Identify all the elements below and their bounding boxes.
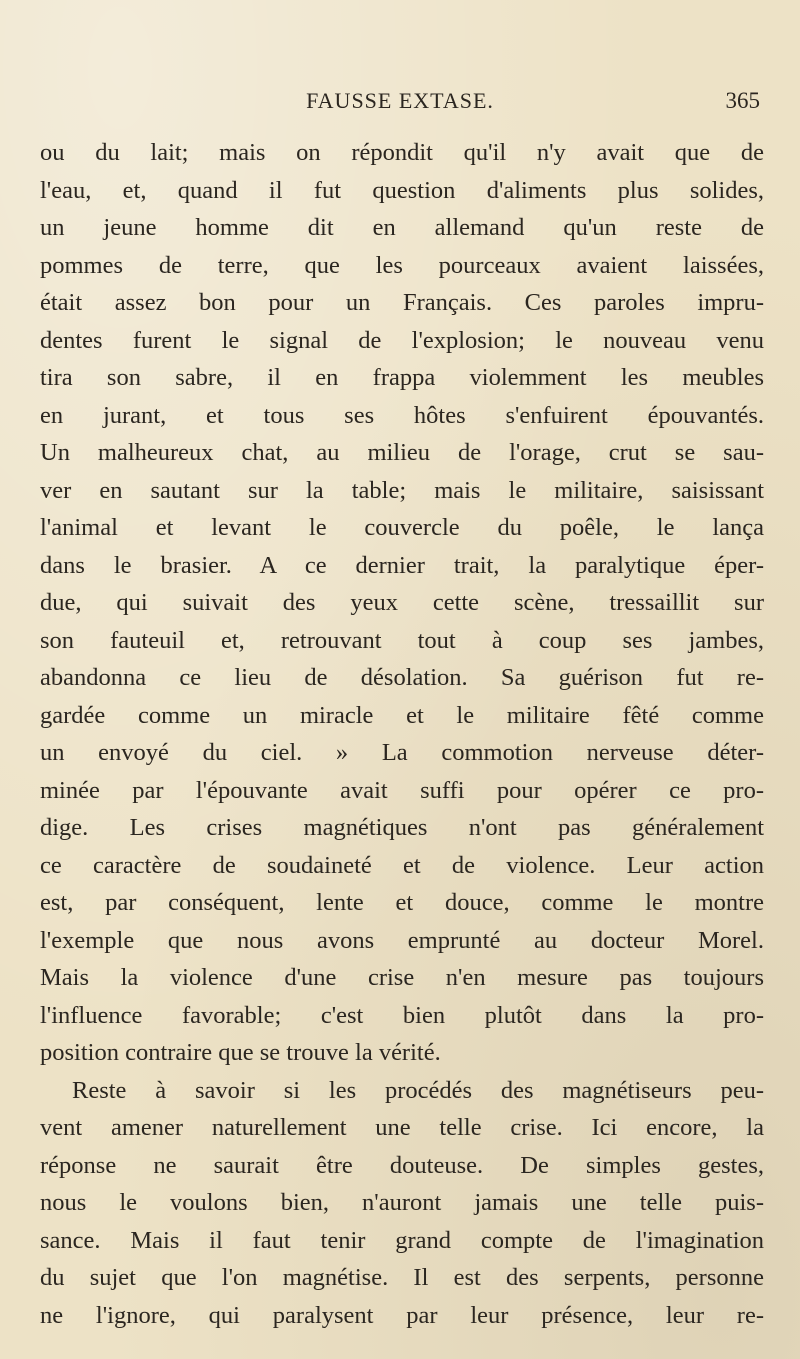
text-line: dans le brasier. A ce dernier trait, la paralytique éper- bbox=[40, 551, 764, 579]
text-line: dentes furent le signal de l'explosion; le nouveau venu bbox=[40, 326, 764, 354]
text-line: position contraire que se trouve la vérité. bbox=[40, 1039, 441, 1066]
text-line: était assez bon pour un Français. Ces paroles impru- bbox=[40, 289, 764, 316]
text-line: l'eau, et, quand il fut question d'aliments plus solides, bbox=[40, 176, 764, 204]
text-line: abandonna ce lieu de désolation. Sa guérison fut re- bbox=[40, 664, 764, 691]
text-line: est, par conséquent, lente et douce, comme le montre bbox=[40, 889, 764, 916]
text-line: un jeune homme dit en allemand qu'un reste de bbox=[40, 214, 764, 241]
text-line: ou du lait; mais on répondit qu'il n'y avait que de bbox=[40, 139, 764, 166]
text-line: dige. Les crises magnétiques n'ont pas généralement bbox=[40, 814, 764, 841]
text-line: tira son sabre, il en frappa violemment les meubles bbox=[40, 364, 764, 391]
text-line: pommes de terre, que les pourceaux avaient laissées, bbox=[40, 251, 764, 279]
text-line: ce caractère de soudaineté et de violence. Leur action bbox=[40, 851, 764, 879]
text-line: l'influence favorable; c'est bien plutôt dans la pro- bbox=[40, 1001, 764, 1029]
text-line: du sujet que l'on magnétise. Il est des serpents, personne bbox=[40, 1264, 764, 1291]
text-line: un envoyé du ciel. » La commotion nerveuse déter- bbox=[40, 739, 764, 766]
text-line: due, qui suivait des yeux cette scène, tressaillit sur bbox=[40, 589, 764, 616]
text-line: l'animal et levant le couvercle du poêle, le lança bbox=[40, 514, 764, 541]
text-line: l'exemple que nous avons emprunté au docteur Morel. bbox=[40, 926, 764, 954]
running-head bbox=[40, 88, 760, 118]
text-line: son fauteuil et, retrouvant tout à coup ses jambes, bbox=[40, 626, 764, 654]
text-line: Reste à savoir si les procédés des magnétiseurs peu- bbox=[72, 1076, 764, 1104]
text-line: ne l'ignore, qui paralysent par leur présence, leur re- bbox=[40, 1301, 764, 1329]
text-line: Mais la violence d'une crise n'en mesure pas toujours bbox=[40, 964, 764, 991]
text-line: nous le voulons bien, n'auront jamais une telle puis- bbox=[40, 1189, 764, 1216]
text-line: sance. Mais il faut tenir grand compte de l'imagination bbox=[40, 1226, 764, 1254]
text-line: vent amener naturellement une telle crise. Ici encore, la bbox=[40, 1114, 764, 1141]
text-line: Un malheureux chat, au milieu de l'orage, crut se sau- bbox=[40, 439, 764, 466]
text-line: gardée comme un miracle et le militaire fêté comme bbox=[40, 701, 764, 729]
text-line: ver en sautant sur la table; mais le militaire, saisissant bbox=[40, 476, 764, 504]
text-line: en jurant, et tous ses hôtes s'enfuirent épouvantés. bbox=[40, 401, 764, 429]
running-title: FAUSSE EXTASE. bbox=[306, 88, 494, 113]
text-line: minée par l'épouvante avait suffi pour opérer ce pro- bbox=[40, 776, 764, 804]
page-number: 365 bbox=[725, 88, 760, 113]
body-text bbox=[40, 134, 764, 1334]
text-line: réponse ne saurait être douteuse. De simples gestes, bbox=[40, 1151, 764, 1179]
